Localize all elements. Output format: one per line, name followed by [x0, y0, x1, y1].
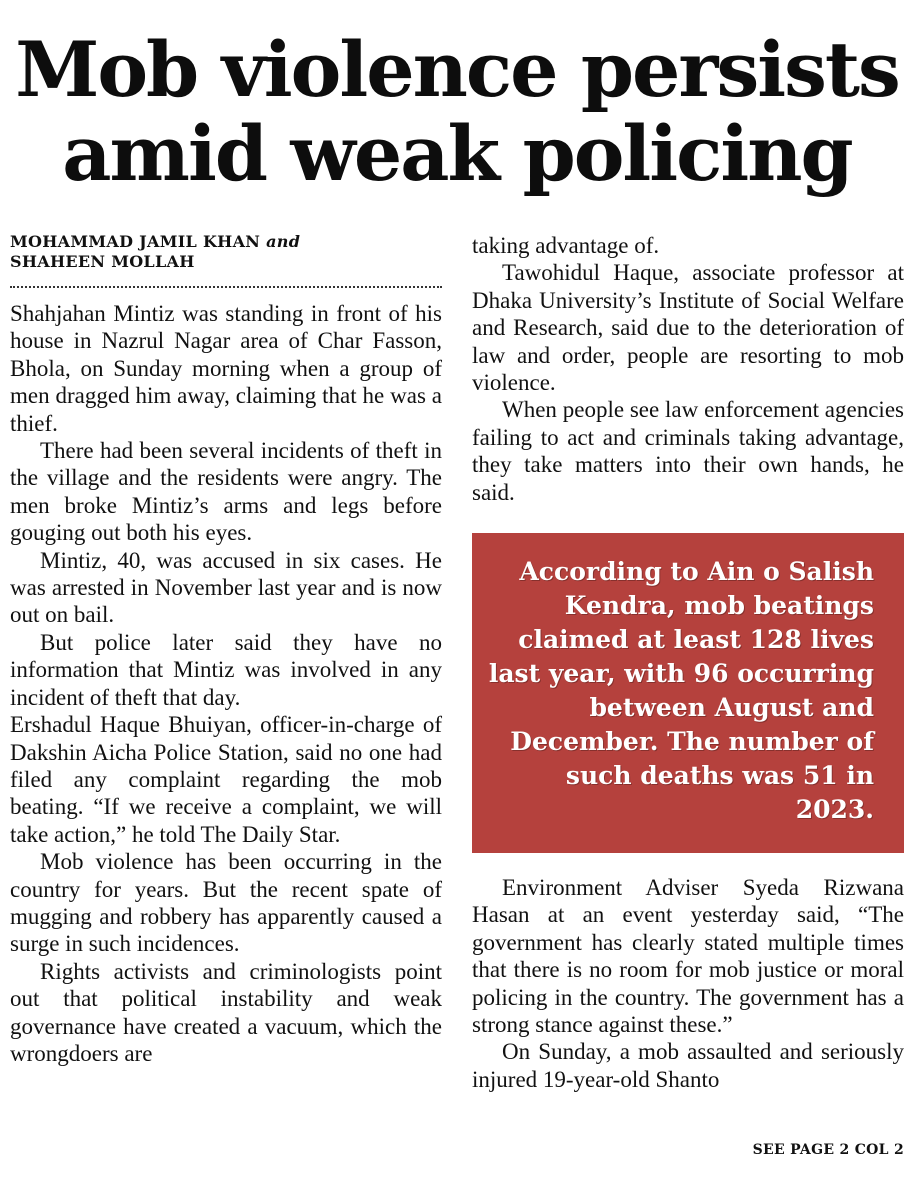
byline-connector: and [266, 232, 301, 251]
paragraph: taking advantage of. [472, 233, 660, 258]
paragraph: When people see law enforcement agencies failing to act and criminals taking advantage, they take matters into their own hands, he said. [472, 397, 904, 505]
pull-quote-text: According to Ain o Salish Kendra, mob beatings claimed at least 128 lives last year, with 96 occurring between August and December. The number of such deaths was 51 in 2023. [488, 557, 874, 824]
byline-author-2: SHAHEEN MOLLAH [10, 252, 195, 271]
byline-divider [10, 286, 442, 288]
paragraph: On Sunday, a mob assaulted and seriously injured 19-year-old Shanto [472, 1039, 904, 1092]
paragraph: There had been several incidents of theft in the village and the residents were angry. The men broke Mintiz’s arms and legs before gouging out both his eyes. [10, 438, 442, 546]
headline-line-2: amid weak policing [62, 109, 852, 198]
continuation-jump-line: SEE PAGE 2 COL 2 [752, 1142, 904, 1158]
headline-line-1: Mob violence persists [15, 25, 899, 114]
paragraph: Tawohidul Haque, associate professor at Dhaka University’s Institute of Social Welfare and Research, said due to the deterioration of law and order, people are resorting to mob violence. [472, 260, 904, 396]
paragraph: Environment Adviser Syeda Rizwana Hasan at an event yesterday said, “The government has clearly stated multiple times that there is no room for mob justice or moral policing in the country. The government has a strong stance against these.” [472, 875, 904, 1038]
paragraph: Mob violence has been occurring in the country for years. But the recent spate of mugging and robbery has apparently caused a surge in such incidences. [10, 849, 442, 957]
pull-quote-box [472, 533, 904, 853]
paragraph: Shahjahan Mintiz was standing in front of his house in Nazrul Nagar area of Char Fasson, Bhola, on Sunday morning when a group of men dragged him away, claiming that he was a thief. [10, 301, 442, 436]
right-column-bottom [472, 874, 904, 1093]
paragraph: Rights activists and criminologists point out that political instability and weak governance have created a vacuum, which the wrongdoers are [10, 958, 442, 1066]
paragraph: But police later said they have no information that Mintiz was involved in any incident of theft that day. [10, 629, 442, 710]
paragraph: Ershadul Haque Bhuiyan, officer-in-charge of Dakshin Aicha Police Station, said no one had filed any complaint regarding the mob beating. “If we receive a complaint, we will take action,” he told The Daily Star. [10, 712, 442, 847]
byline [10, 232, 442, 272]
right-column-top [472, 232, 904, 506]
left-column [10, 232, 442, 1067]
paragraph: Mintiz, 40, was accused in six cases. He was arrested in November last year and is now out on bail. [10, 547, 442, 628]
headline [0, 25, 914, 198]
byline-author-1: MOHAMMAD JAMIL KHAN [10, 232, 261, 251]
